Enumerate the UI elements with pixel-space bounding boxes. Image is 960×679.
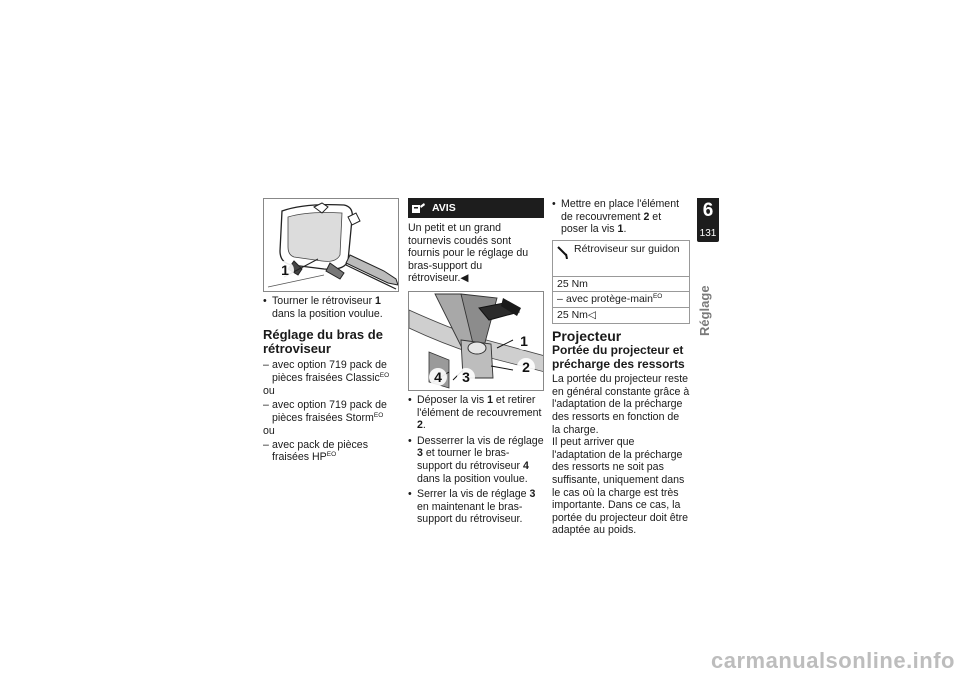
- section-heading-mirror-arm: Réglage du bras de rétroviseur: [263, 327, 383, 357]
- step-ref: 3: [529, 488, 536, 501]
- eo-marker: EO: [373, 411, 384, 419]
- callout-1: 1: [515, 332, 533, 350]
- eo-marker: EO: [652, 293, 663, 301]
- eo-marker: EO: [326, 451, 337, 459]
- torque-value: 25 Nm: [553, 276, 690, 292]
- callout-2: 2: [517, 358, 535, 376]
- torque-title: Rétroviseur sur guidon: [574, 242, 680, 255]
- step-remove-screw: [408, 394, 544, 432]
- chapter-number: 6: [702, 200, 714, 221]
- option-classic: [263, 359, 399, 384]
- step-ref: 1: [617, 223, 624, 236]
- option-text: avec option 719 pack de pièces fraisées Classic: [272, 359, 387, 384]
- callout-3: 3: [457, 368, 475, 386]
- step-loosen-screw: [408, 435, 544, 485]
- callout-4: 4: [429, 368, 447, 386]
- torque-condition: [553, 292, 690, 308]
- notice-body: Un petit et un grand tournevis coudés sont fournis pour le réglage du bras-support du rétroviseur.: [408, 222, 529, 285]
- step-text: et retirer l'élément de recouvrement: [417, 393, 542, 419]
- step-text: en maintenant le bras-support du rétroviseur.: [417, 500, 523, 526]
- paragraph-1: La portée du projecteur reste en général constante grâce à l'adaptation de la précharge des ressorts en fonction de la charge.: [552, 373, 690, 436]
- notice-text: [408, 222, 544, 285]
- step-text: .: [623, 223, 627, 236]
- notice-label: AVIS: [432, 201, 456, 214]
- step-tighten-screw: [408, 488, 544, 526]
- subheading-headlight-range: Portée du projecteur et précharge des ressorts: [552, 343, 685, 371]
- step-text: Tourner le rétroviseur: [272, 295, 376, 307]
- step-ref: 4: [523, 459, 529, 472]
- step-text: et poser la vis: [561, 210, 662, 236]
- watermark: carmanualsonline.info: [711, 648, 955, 673]
- step-text: dans la position voulue.: [272, 307, 383, 320]
- paragraph-2: Il peut arriver que l'adaptation de la précharge des ressorts ne soit pas suffisante, uniquement dans le cas où la charge est très importante. Dans ce cas, la portée du projecteur doit être adaptée au poids.: [552, 436, 689, 537]
- eo-marker: EO: [379, 371, 390, 379]
- step-text: et tourner le bras-support du rétroviseur: [417, 447, 523, 472]
- column-1: [263, 198, 399, 464]
- column-3: [552, 198, 690, 537]
- step-text: Mettre en place l'élément de recouvrement: [561, 198, 680, 223]
- callout-1: 1: [276, 261, 294, 279]
- mirror-figure: [263, 198, 399, 292]
- torque-table: [552, 240, 690, 324]
- chapter-title-vertical: Réglage: [697, 285, 712, 336]
- end-marker-icon: ◀: [460, 272, 469, 285]
- step-text: .: [422, 419, 426, 432]
- step-ref: 2: [417, 419, 423, 432]
- or-text: ou: [263, 385, 275, 398]
- step-text: Desserrer la vis de réglage: [417, 434, 544, 447]
- option-storm: [263, 399, 399, 424]
- column-2: [408, 198, 544, 526]
- condition-text: avec protège-main: [566, 293, 653, 306]
- section-heading-headlight: Projecteur: [552, 327, 622, 344]
- or-text: ou: [263, 425, 275, 438]
- step-turn-mirror: [263, 295, 399, 320]
- torque-value-2: 25 Nm◁: [553, 307, 690, 323]
- tool-icon: [412, 203, 425, 214]
- step-text: dans la position voulue.: [417, 472, 528, 485]
- notice-bar: [408, 198, 544, 218]
- torque-wrench-icon: [557, 243, 571, 259]
- option-text: avec pack de pièces fraisées HP: [272, 438, 368, 464]
- page-number: 131: [699, 228, 717, 239]
- step-install-cover: [552, 198, 690, 236]
- step-ref: 2: [643, 210, 650, 223]
- step-ref: 1: [487, 393, 493, 406]
- step-text: Serrer la vis de réglage: [417, 488, 530, 501]
- step-text: Déposer la vis: [417, 393, 488, 406]
- mirror-arm-figure: [408, 291, 544, 391]
- step-ref: 1: [375, 295, 381, 307]
- step-ref: 3: [417, 447, 423, 460]
- option-hp: [263, 439, 399, 464]
- torque-table-header: [553, 240, 690, 276]
- option-text: avec option 719 pack de pièces fraisées Storm: [272, 398, 387, 424]
